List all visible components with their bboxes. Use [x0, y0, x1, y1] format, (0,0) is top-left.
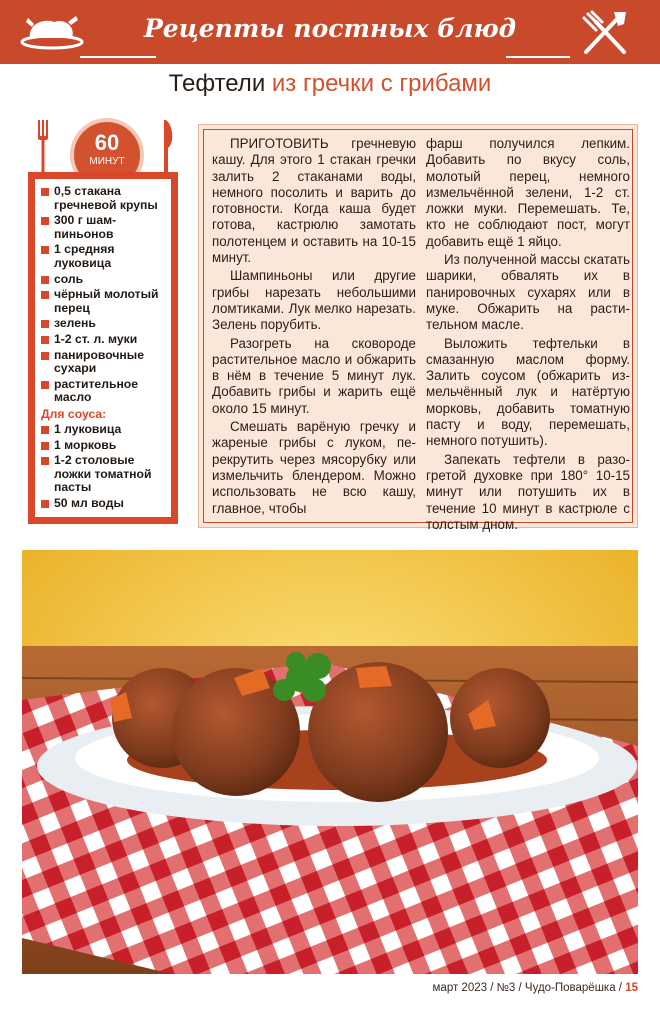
- sauce-item: 1 луковица: [41, 423, 167, 437]
- page-footer: [0, 982, 638, 994]
- header-rule-left: [80, 56, 156, 58]
- recipe-title-accent: из гречки с грибами: [271, 70, 492, 97]
- ingredient-item: растительное масло: [41, 378, 167, 405]
- instructions-frame: [203, 129, 633, 532]
- bullet-icon: [41, 291, 49, 299]
- instruction-paragraph: Выложить тефтельки в смазанную маслом форму. Залить соусом (обжарить измельчённый лук и натёртую морковь, добавить томатную пасту и воду, перемешать, немного потушить).: [426, 335, 630, 449]
- ingredient-item: панировочные сухари: [41, 349, 167, 376]
- bullet-icon: [41, 352, 49, 360]
- knife-icon: [164, 120, 172, 177]
- bullet-icon: [41, 336, 49, 344]
- bullet-icon: [41, 426, 49, 434]
- sauce-item: 1 морковь: [41, 439, 167, 453]
- ingredients-box: [28, 172, 178, 524]
- ingredient-item: соль: [41, 273, 167, 287]
- instruction-paragraph: ПРИГОТОВИТЬ гречневую кашу. Для этого 1 стакан гречки залить 2 стаканами воды, немного посолить и варить до готовности. Когда каша будет готова, кастрюлю замотать полотенцем и оставить на 10-15 минут.: [212, 136, 416, 266]
- bullet-icon: [41, 217, 49, 225]
- bullet-icon: [41, 320, 49, 328]
- page-number: 15: [625, 982, 638, 994]
- fork-icon: [38, 120, 48, 177]
- instruction-paragraph: Смешать варёную гречку и жареные грибы с луком, перекрутить через мясорубку или измельчить блендером. Можно использовать не всю кашу, главное, чтобы: [212, 419, 416, 516]
- ingredient-item: 1-2 ст. л. муки: [41, 333, 167, 347]
- header-title: Рецепты постных блюд: [143, 14, 517, 43]
- recipe-title: [0, 70, 660, 98]
- ingredient-item: 1 средняя луковица: [41, 243, 167, 270]
- ingredient-item: чёрный молотый перец: [41, 288, 167, 315]
- time-unit: МИНУТ: [89, 156, 125, 167]
- bullet-icon: [41, 188, 49, 196]
- instruction-paragraph: Из полученной массы скатать шарики, обвалять их в панировочных сухарях или в муке. Обжарить на растительном масле.: [426, 252, 630, 333]
- bullet-icon: [41, 381, 49, 389]
- meatball: [450, 668, 550, 768]
- instruction-paragraph: Запекать тефтели в разогретой духовке при 180° 10-15 минут или потушить их в течение 10 минут в кастрюле с толстым дном.: [426, 451, 630, 532]
- ingredient-item: 0,5 стакана гречневой крупы: [41, 185, 167, 212]
- instructions-column-left: [212, 136, 416, 519]
- fork-knife-icon: [578, 8, 632, 62]
- sauce-item: 50 мл воды: [41, 497, 167, 511]
- time-value: 60: [94, 130, 120, 155]
- sauce-item: 1-2 столовые ложки томатной пасты: [41, 454, 167, 495]
- bullet-icon: [41, 442, 49, 450]
- footer-text: март 2023 / №3 / Чудо-Поварёшка /: [432, 982, 626, 994]
- bullet-icon: [41, 457, 49, 465]
- time-badge: [32, 118, 182, 178]
- bullet-icon: [41, 500, 49, 508]
- header-band: [0, 0, 660, 64]
- instruction-paragraph: Шампиньоны или другие грибы нарезать небольшими ломтиками. Лук мелко нарезать. Зелень порубить.: [212, 268, 416, 333]
- bullet-icon: [41, 276, 49, 284]
- instructions-box: [198, 124, 638, 532]
- instruction-paragraph: Разогреть на сковороде растительное масло и обжарить в нём в течение 5 минут лук. Добавить грибы и жарить ещё около 15 минут.: [212, 335, 416, 416]
- recipe-title-main: Тефтели: [168, 70, 272, 97]
- bullet-icon: [41, 246, 49, 254]
- instruction-paragraph: фарш получился лепким. Добавить по вкусу соль, молотый перец, немного измельчённой зелени, 1-2 ст. ложки муки. Перемешать. Те, кто не соблюдают пост, могут добавить ещё 1 яйцо.: [426, 136, 630, 249]
- ingredient-item: зелень: [41, 317, 167, 331]
- meatballs-photo: [22, 550, 638, 974]
- header-rule-right: [506, 56, 570, 58]
- instructions-column-right: [426, 136, 630, 535]
- ingredient-item: 300 г шампиньонов: [41, 214, 167, 241]
- sauce-heading: Для соуса:: [41, 406, 107, 421]
